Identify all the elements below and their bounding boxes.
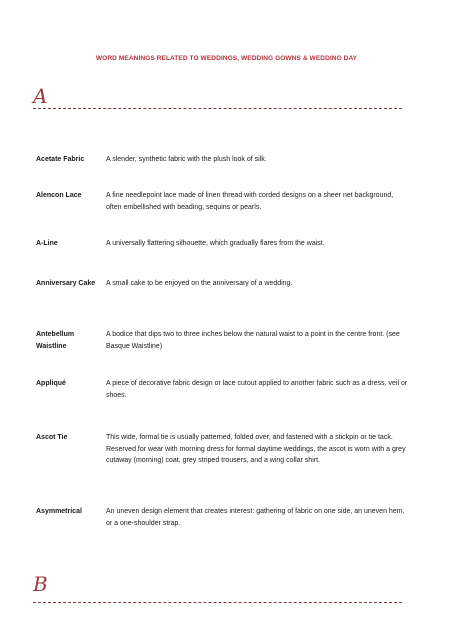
entry-definition: A fine needlepoint lace made of linen thread with corded designs on a sheer net background, often embellished with beading, sequins or pearls.	[106, 192, 394, 211]
entry-term: A-Line	[36, 240, 58, 247]
entry-definition: A piece of decorative fabric design or lace cutout applied to another fabric such as a dress, veil or shoes.	[106, 380, 408, 399]
section-letter-a: A	[33, 84, 48, 108]
entry-definition: A slender, synthetic fabric with the plush look of silk.	[106, 156, 267, 163]
page-title: WORD MEANINGS RELATED TO WEDDINGS, WEDDING GOWNS & WEDDING DAY	[95, 55, 358, 62]
entry-antebellum-waistline	[36, 329, 416, 352]
entry-ascot-tie	[36, 432, 416, 467]
entry-term: Appliqué	[36, 380, 66, 387]
entry-term: Anniversary Cake	[36, 280, 96, 287]
entry-term: Alencon Lace	[36, 192, 82, 199]
entry-term: Antebellum Waistline	[36, 331, 75, 350]
entry-term: Ascot Tie	[36, 434, 68, 441]
entry-term: Acetate Fabric	[36, 156, 85, 163]
section-divider-a	[33, 108, 402, 109]
entry-acetate-fabric	[36, 154, 416, 166]
section-letter-b: B	[33, 572, 48, 596]
entry-asymmetrical	[36, 506, 416, 529]
entry-definition: This wide, formal tie is usually patterned, folded over, and fastened with a stickpin or tie tack. Reserved for wear with morning dress for formal daytime weddings, the ascot is worn with a grey cutaway (morning) coat, grey striped trousers, and a wing collar shirt.	[106, 434, 406, 464]
entry-anniversary-cake	[36, 278, 416, 290]
entry-a-line	[36, 238, 416, 250]
entry-alencon-lace	[36, 190, 416, 213]
section-divider-b	[33, 602, 402, 603]
entry-definition: A universally flattering silhouette, which gradually flares from the waist.	[106, 240, 325, 247]
entry-definition: A bodice that dips two to three inches below the natural waist to a point in the centre front. (see Basque Waistline)	[106, 331, 400, 350]
entry-definition: A small cake to be enjoyed on the anniversary of a wedding.	[106, 280, 293, 287]
entry-term: Asymmetrical	[36, 508, 82, 515]
entry-applique	[36, 378, 416, 401]
entry-definition: An uneven design element that creates interest: gathering of fabric on one side, an uneven hem, or a one-shoulder strap.	[106, 508, 405, 527]
